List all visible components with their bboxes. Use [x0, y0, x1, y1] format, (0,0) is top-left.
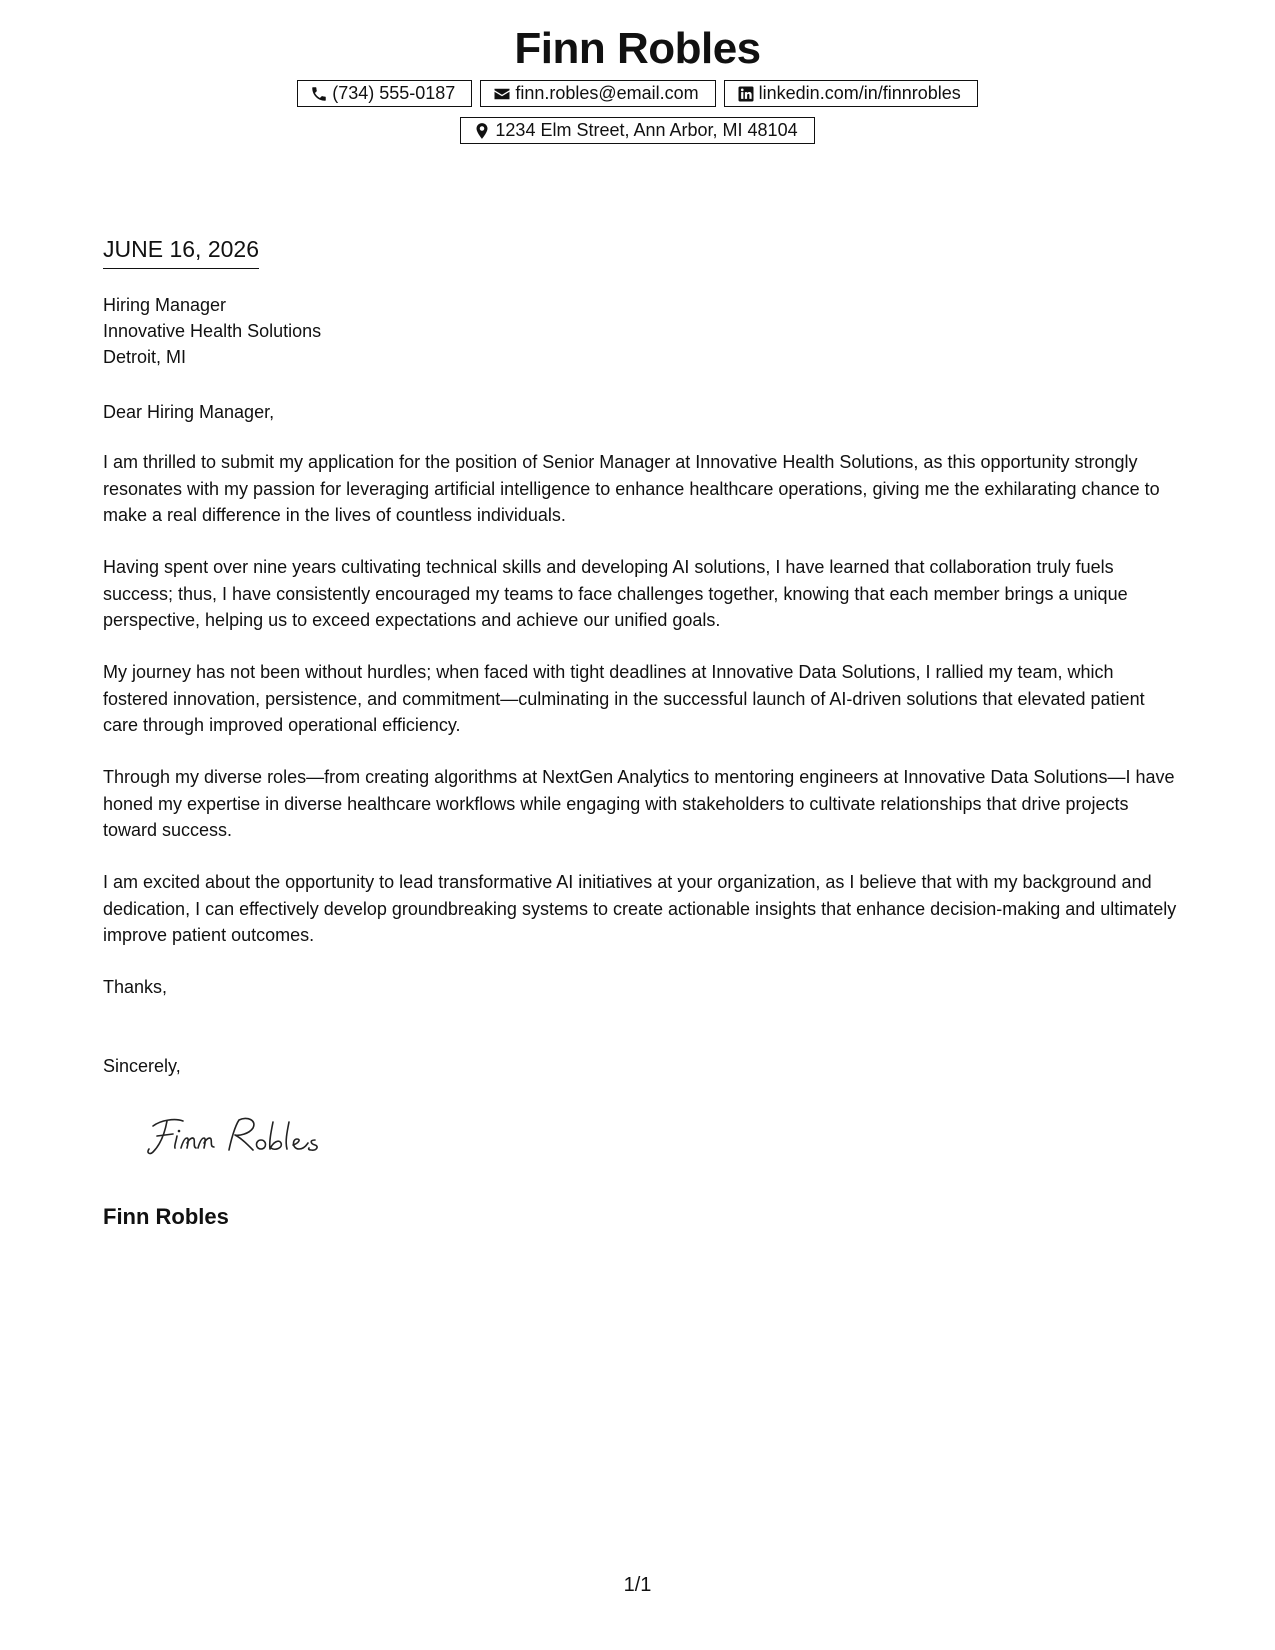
handwritten-signature: [143, 1112, 333, 1162]
phone-contact[interactable]: [297, 80, 472, 107]
contact-row: [0, 80, 1275, 107]
phone-icon: [310, 85, 328, 103]
phone-text: (734) 555-0187: [332, 83, 456, 103]
letter-date: JUNE 16, 2026: [103, 234, 259, 269]
envelope-icon: [493, 85, 511, 103]
body-paragraph: [103, 449, 1183, 529]
closing-line: Sincerely,: [103, 1056, 181, 1076]
linkedin-text: linkedin.com/in/finnrobles: [758, 83, 961, 103]
paragraph-text: Through my diverse roles—from creating algorithms at NextGen Analytics to mentoring engineers at Innovative Data Solutions—I have honed my expertise in diverse healthcare workflows while engaging with stakeholders to cultivate relationships that drive projects toward success.: [103, 767, 1175, 840]
thanks-line: Thanks,: [103, 977, 168, 997]
signature-image: [143, 1112, 333, 1167]
applicant-name: Finn Robles: [514, 24, 761, 73]
signer-name: Finn Robles: [103, 1204, 229, 1229]
paragraph-text: I am excited about the opportunity to lead transformative AI initiatives at your organization, as I believe that with my background and dedication, I can effectively develop groundbreaking systems to create actionable insights that enhance decision-making and ultimately improve patient outcomes.: [103, 872, 1177, 945]
paragraph-text: I am thrilled to submit my application for the position of Senior Manager at Innovative Health Solutions, as this opportunity strongly resonates with my passion for leveraging artificial intelligence to enhance healthcare operations, giving me the exhilarating chance to make a real difference in the lives of countless individuals.: [103, 452, 1160, 525]
body-paragraph: [103, 764, 1183, 844]
linkedin-contact[interactable]: [724, 80, 978, 107]
body-paragraph: [103, 659, 1183, 739]
paragraph-text: My journey has not been without hurdles; when faced with tight deadlines at Innovative Data Solutions, I rallied my team, which fostered innovation, persistence, and commitment—culminating in the successful launch of AI-driven solutions that elevated patient care through improved operational efficiency.: [103, 662, 1145, 735]
recipient-company: Innovative Health Solutions: [103, 321, 322, 341]
address-contact: [460, 117, 814, 144]
body-paragraph: [103, 869, 1183, 949]
email-contact[interactable]: [480, 80, 715, 107]
map-pin-icon: [473, 122, 491, 140]
contact-row: [0, 117, 1275, 144]
linkedin-icon: [737, 85, 755, 103]
page-number: 1/1: [623, 1574, 652, 1596]
email-text: finn.robles@email.com: [515, 83, 699, 103]
recipient-title: Hiring Manager: [103, 295, 227, 315]
paragraph-text: Having spent over nine years cultivating technical skills and developing AI solutions, I have learned that collaboration truly fuels success; thus, I have consistently encouraged my teams to face challenges together, knowing that each member brings a unique perspective, helping us to exceed expectations and achieve our unified goals.: [103, 557, 1128, 630]
recipient-block: [103, 292, 321, 370]
address-text: 1234 Elm Street, Ann Arbor, MI 48104: [495, 120, 798, 140]
recipient-location: Detroit, MI: [103, 347, 187, 367]
body-paragraph: [103, 554, 1183, 634]
salutation: Dear Hiring Manager,: [103, 402, 275, 422]
